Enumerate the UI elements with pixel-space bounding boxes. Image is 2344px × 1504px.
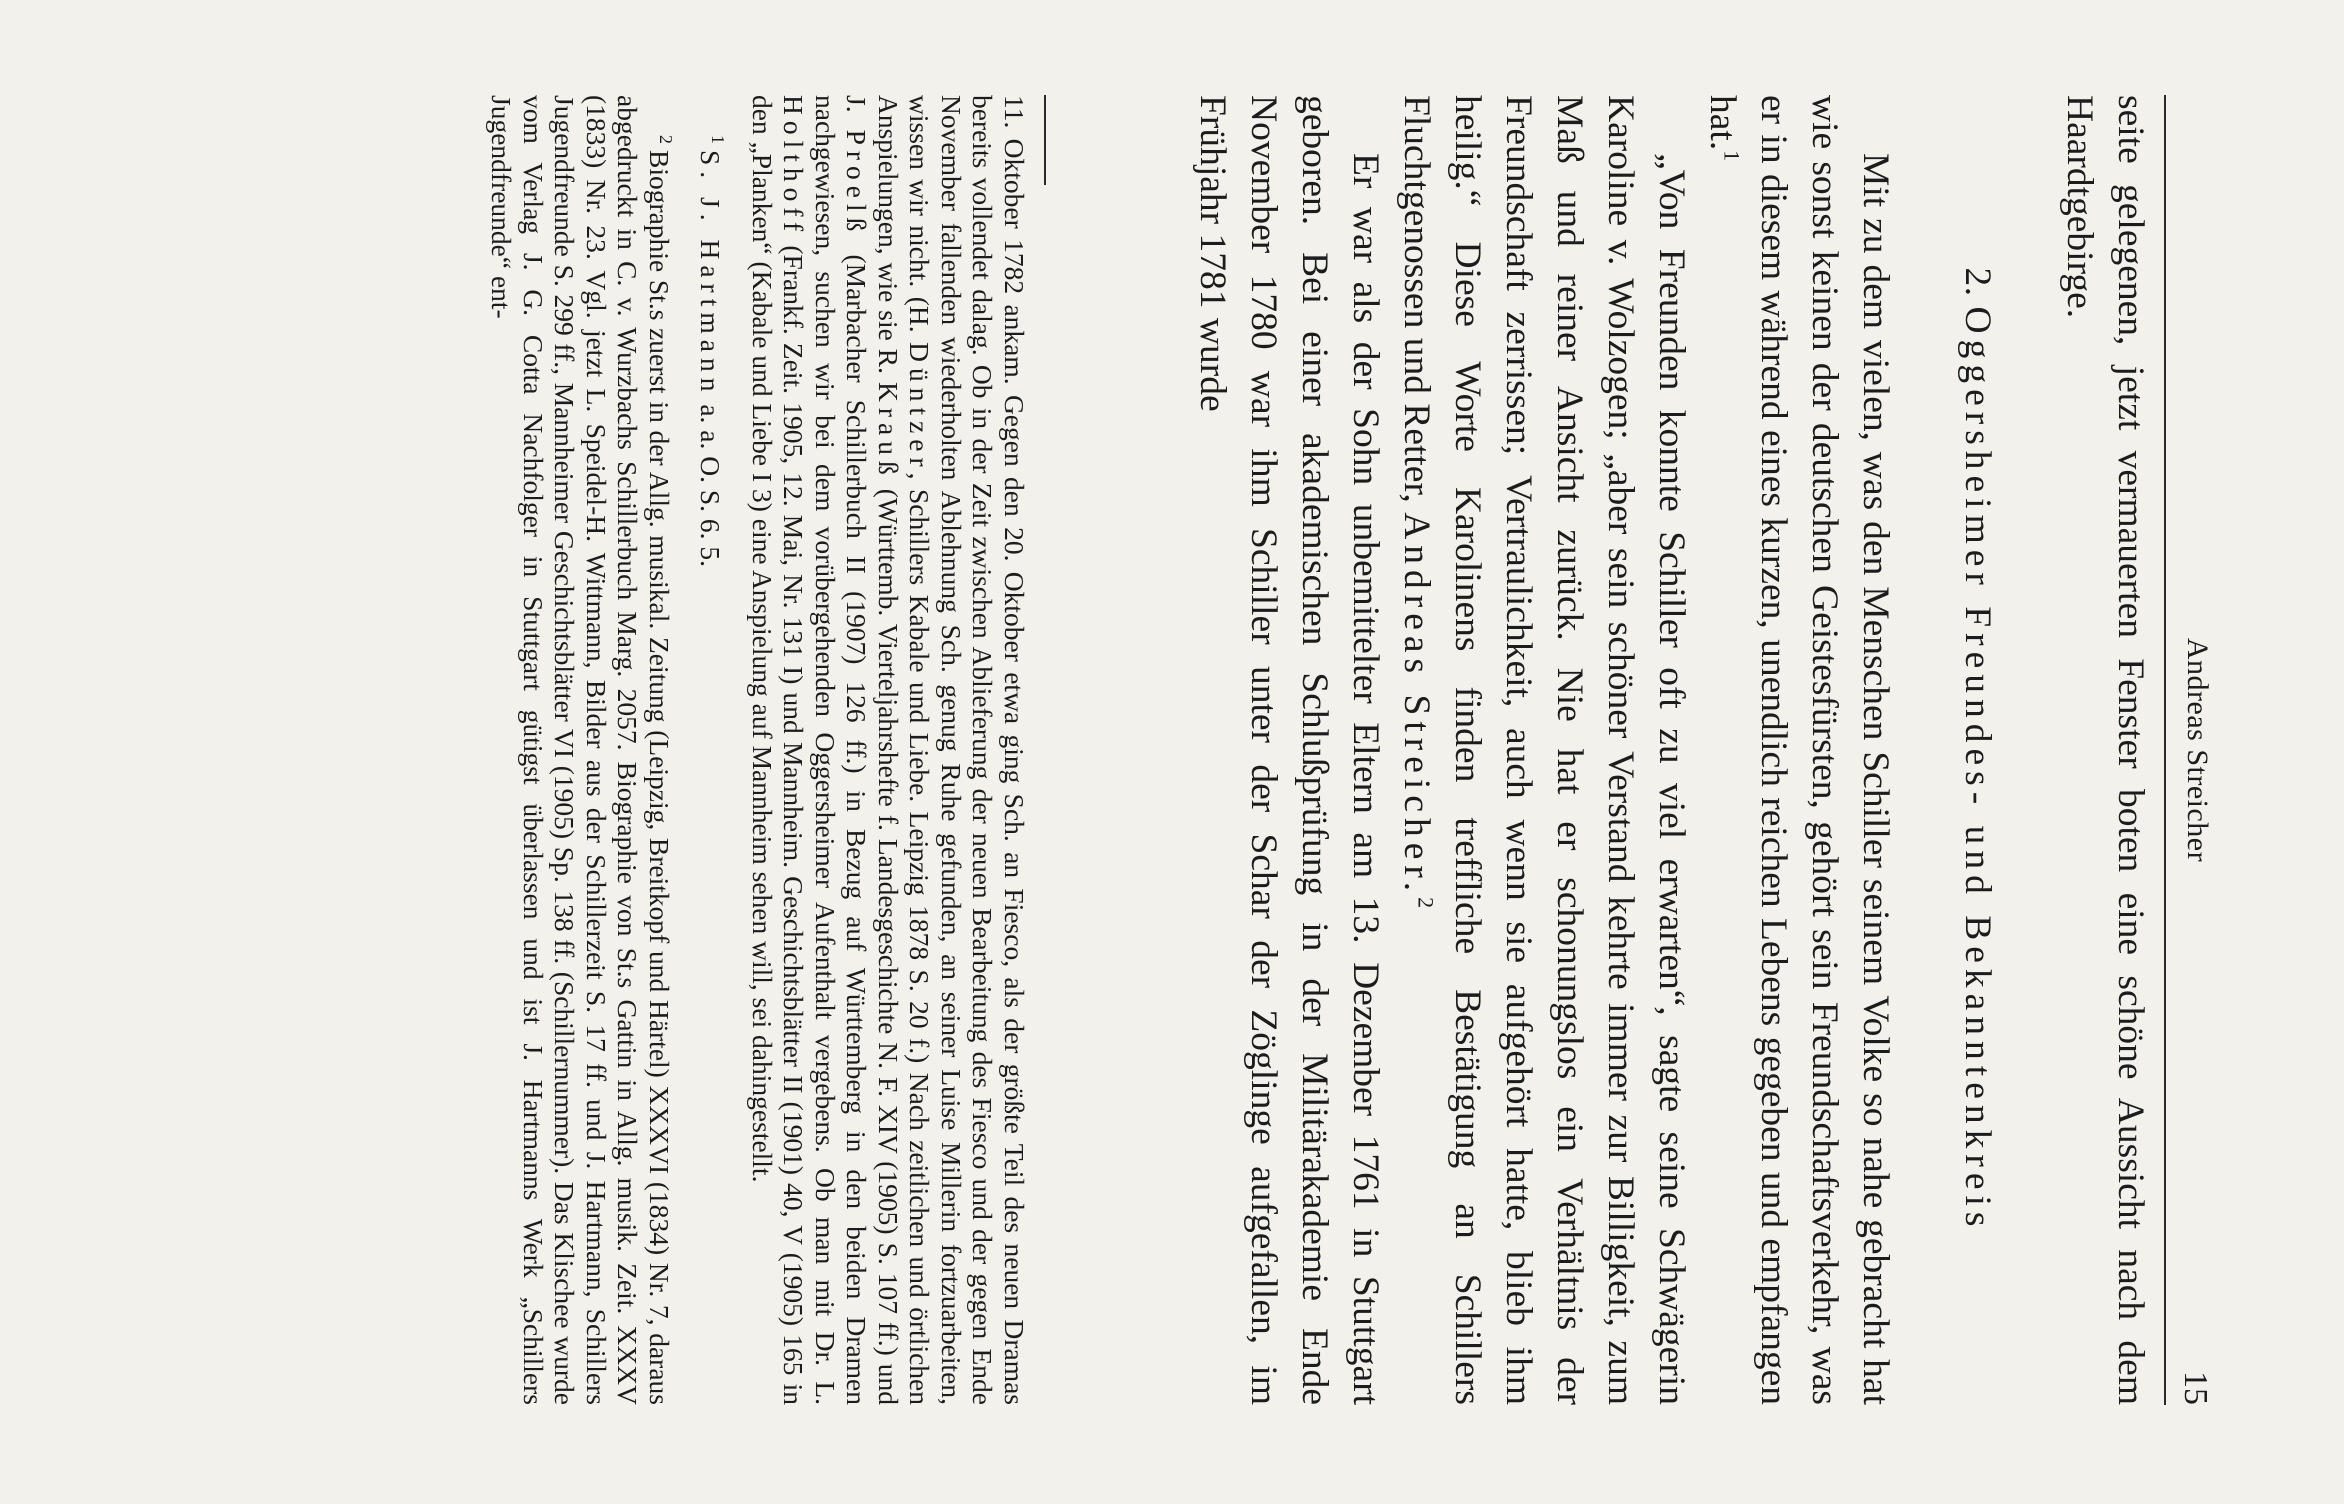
footnote-text: (Marbacher Schillerbuch II (1907) 126 ff.) in Bezug auf Württemberg in den beiden Dramen nachgewiesen, suchen wir bei dem vorübergehenden Oggersheimer Aufenthalt vergebens. Ob man mit Dr. L. [810, 95, 873, 1406]
person-name: Andreas Streicher. [1396, 512, 1437, 898]
page-header [2174, 95, 2214, 1405]
paragraph-text: Mit zu dem vielen, was den Menschen Schiller seinem Volke so nahe gebracht hat wie sonst keinen der deutschen Geistesfürsten, gehört sein Freundschaftsverkehr, was er in diesem während eines kurzen, unendlich reichen Lebens gegeben und empfangen hat. [1702, 95, 1896, 1405]
footnote-mark: 1 [707, 135, 728, 144]
footnote-text: Biographie St.s zuerst in der Allg. musikal. Zeitung (Leipzig, Breitkopf und Härtel) XXXVI (1834) Nr. 7, daraus abgedruckt in C. v. Wurzbachs Schillerbuch Marg. 2057. Biographie von St.s Gattin in Allg. musik. Zeit. XXXV (1833) Nr. 23. Vgl. jetzt L. Speidel-H. Wittmann, Bilder aus der Schillerzeit S. 17 ff. und J. Hartmann, Schillers Jugendfreunde S. 299 ff., Mannheimer Geschichtsblätter VI (1905) Sp. 138 ff. (Schillernummer). Das Klischee wurde vom Verlag J. G. Cotta Nachfolger in Stuttgart gütigst überlassen und ist J. Hartmanns Werk „Schillers Jugendfreunde“ ent- [486, 95, 675, 1405]
section-heading [1952, 95, 2003, 1405]
footnote-ref: 2 [1413, 897, 1439, 909]
footnote-text: , Schillers Kabale und Liebe. Leipzig 1878 S. 20 f.) Nach zeitlichen und örtlichen Anspielungen, wie sie R. [873, 95, 936, 1406]
paragraph-text: „Von Freunden konnte Schiller oft zu viel erwarten“, sagte seine Schwägerin Karoline v. Wolzogen; „aber sein schöner Verstand kehrte immer zur Billigkeit, zum Maß und reiner Ansicht zurück. Nie hat er schonungslos ein Verhältnis der Freundschaft zerrissen; Vertraulichkeit, auch wenn sie aufgehört hatte, blieb ihm heilig.“ Diese Worte Karolinens finden treffliche Bestätigung an Schillers Fluchtgenossen und Retter, [1396, 95, 1692, 1405]
footnote-2 [486, 95, 675, 1405]
author-name: Proelß [841, 129, 873, 238]
running-head: Andreas Streicher [2181, 637, 2214, 863]
author-name: Krauß [873, 382, 904, 481]
paragraph [1391, 95, 1697, 1405]
footnote-text: 11. Oktober 1782 ankam. Gegen den 20. Oktober etwa ging Sch. an Fiesco, als der größte Teil des neuen Dramas bereits vollendet dalag. Ob in der Zeit zwischen Ablieferung der neuen Bearbeitung des Fiesco und der gegen Ende November fallenden wiederholten Ablehnung Sch. genug Ruhe gefunden, an seiner Luise Millerin fortzuarbeiten, wissen wir nicht. (H. [904, 95, 1030, 1405]
footnote-text: a. a. O. S. 6. 5. [695, 404, 727, 568]
footnotes [486, 95, 1036, 1405]
footnote-continuation [747, 95, 1031, 1405]
paragraph: Er war als der Sohn unbemittelter Eltern am 13. Dezember 1761 in Stuttgart geboren. Bei einer akademischen Schlußprüfung in der Militärakademie Ende November 1780 war ihm Schiller unter der Schar der Zöglinge aufgefallen, im Frühjahr 1781 wurde [1192, 95, 1386, 1405]
section-number: 2. [1957, 267, 1998, 297]
footnote-rule [1044, 95, 1046, 185]
footnote-mark: 2 [656, 135, 677, 144]
footnote-text: (Frankf. Zeit. 1905, 12. Mai, Nr. 131 I) und Mannheim. Geschichtsblätter II (1901) 40, V (1905) 165 in den „Planken“ (Kabale und Liebe I 3) eine Anspielung auf Mannheim sehen will, sei dahingestellt. [747, 95, 810, 1406]
page-number: 15 [2177, 1371, 2214, 1405]
body-text [1187, 95, 2156, 1405]
footnote-text: (Württemb. Vierteljahrshefte f. Landesgeschichte N. F. XIV (1905) S. 107 ff.) und J. [841, 95, 904, 1406]
footnote-1 [695, 95, 727, 1405]
header-rule [2164, 95, 2166, 1405]
author-name: Holthoff [778, 95, 810, 238]
footnote-ref: 1 [1719, 150, 1745, 162]
paragraph [1697, 95, 1901, 1405]
author-name: S. J. Hartmann [695, 150, 727, 398]
opening-paragraph: seite gelegenen, jetzt vermauerten Fenster boten eine schöne Aussicht nach dem Haardtgebirge. [2059, 95, 2151, 1405]
author-name: Düntzer [904, 342, 936, 473]
section-title: Oggersheimer Freundes- und Bekanntenkreis [1957, 306, 1998, 1233]
